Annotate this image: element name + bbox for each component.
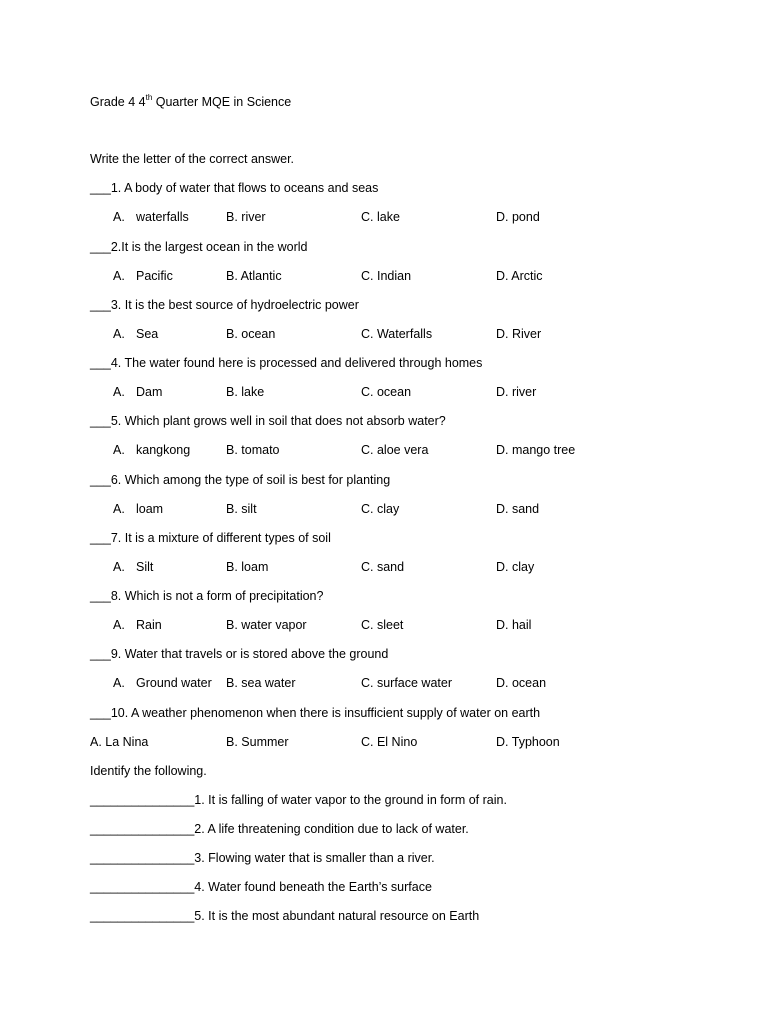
option-c: C. lake [361, 210, 400, 224]
option-d: D. river [496, 385, 537, 399]
identify-item-3: _______________3. Flowing water that is smaller than a river. [90, 851, 435, 865]
option-c: C. ocean [361, 385, 412, 399]
option-c: C. Waterfalls [361, 327, 433, 341]
identify-item-2: _______________2. A life threatening condition due to lack of water. [90, 822, 469, 836]
instruction-multiple-choice: Write the letter of the correct answer. [90, 152, 295, 166]
question-stem: ___7. It is a mixture of different types of soil [90, 531, 331, 545]
option-a: Ground water [136, 676, 212, 690]
option-a-letter: A. [113, 502, 125, 516]
option-b: B. Atlantic [226, 269, 282, 283]
option-c: C. El Nino [361, 735, 418, 749]
title-prefix: Grade 4 4 [90, 95, 146, 110]
option-a-letter: A. [113, 443, 125, 457]
question-stem: ___1. A body of water that flows to oceans and seas [90, 181, 379, 195]
question-stem: ___8. Which is not a form of precipitation? [90, 589, 324, 603]
option-d: D. ocean [496, 676, 547, 690]
option-d: D. pond [496, 210, 540, 224]
option-b: B. loam [226, 560, 269, 574]
option-b: B. river [226, 210, 266, 224]
option-a: A. La Nina [90, 735, 149, 749]
title-superscript: th [145, 93, 153, 102]
option-d: D. sand [496, 502, 540, 516]
option-d: D. hail [496, 618, 532, 632]
question-stem: ___2.It is the largest ocean in the world [90, 240, 308, 254]
identify-item-4: _______________4. Water found beneath the Earth’s surface [90, 880, 432, 894]
question-stem: ___5. Which plant grows well in soil that does not absorb water? [90, 414, 446, 428]
option-a: waterfalls [136, 210, 189, 224]
option-a: kangkong [136, 443, 191, 457]
option-b: B. lake [226, 385, 265, 399]
option-a: Pacific [136, 269, 173, 283]
worksheet-title [90, 94, 291, 109]
option-a-letter: A. [113, 327, 125, 341]
option-c: C. surface water [361, 676, 453, 690]
option-b: B. silt [226, 502, 257, 516]
option-d: D. Typhoon [496, 735, 560, 749]
option-b: B. water vapor [226, 618, 307, 632]
option-a: Sea [136, 327, 159, 341]
option-a-letter: A. [113, 560, 125, 574]
option-a-letter: A. [113, 618, 125, 632]
option-a-letter: A. [113, 269, 125, 283]
option-c: C. sand [361, 560, 405, 574]
option-a: Silt [136, 560, 154, 574]
option-d: D. mango tree [496, 443, 576, 457]
option-a: loam [136, 502, 164, 516]
option-d: D. Arctic [496, 269, 543, 283]
identify-item-5: _______________5. It is the most abundant natural resource on Earth [90, 909, 480, 923]
title-suffix: Quarter MQE in Science [152, 95, 292, 110]
identify-item-1: _______________1. It is falling of water vapor to the ground in form of rain. [90, 793, 507, 807]
option-a-letter: A. [113, 210, 125, 224]
option-c: C. sleet [361, 618, 404, 632]
option-b: B. sea water [226, 676, 296, 690]
option-c: C. Indian [361, 269, 412, 283]
option-b: B. Summer [226, 735, 289, 749]
question-stem: ___4. The water found here is processed and delivered through homes [90, 356, 483, 370]
question-stem: ___9. Water that travels or is stored above the ground [90, 647, 389, 661]
option-a: Dam [136, 385, 163, 399]
option-a: Rain [136, 618, 162, 632]
question-stem: ___3. It is the best source of hydroelectric power [90, 298, 359, 312]
option-b: B. tomato [226, 443, 280, 457]
question-stem: ___10. A weather phenomenon when there is insufficient supply of water on earth [90, 706, 541, 720]
option-c: C. clay [361, 502, 400, 516]
option-d: D. clay [496, 560, 535, 574]
option-d: D. River [496, 327, 542, 341]
option-b: B. ocean [226, 327, 276, 341]
question-stem: ___6. Which among the type of soil is best for planting [90, 473, 391, 487]
instruction-identification: Identify the following. [90, 764, 207, 778]
option-a-letter: A. [113, 385, 125, 399]
option-a-letter: A. [113, 676, 125, 690]
option-c: C. aloe vera [361, 443, 429, 457]
